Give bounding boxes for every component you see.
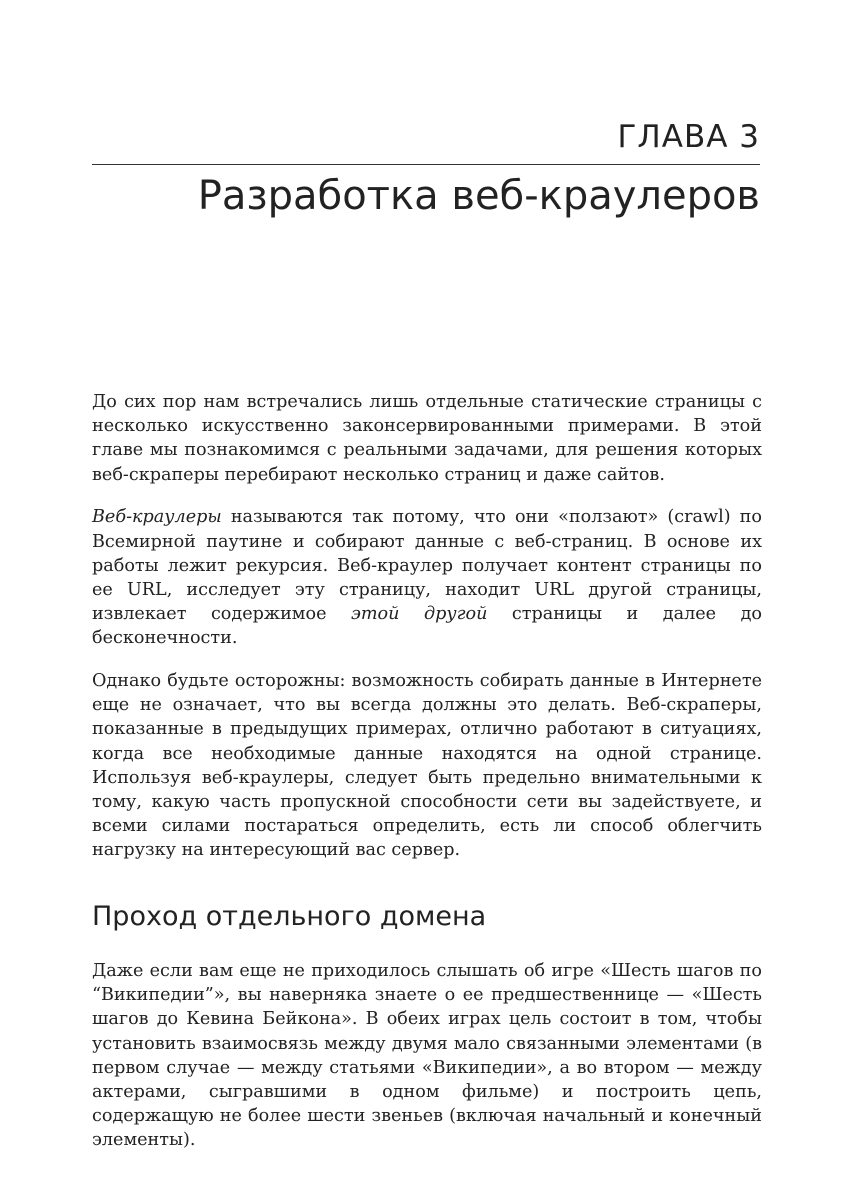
chapter-divider <box>92 164 760 165</box>
chapter-title: Разработка веб-краулеров <box>197 173 760 219</box>
caution-paragraph: Однако будьте осторожны: возможность собирать данные в Интернете еще не означает, что вы всегда должны это делать. Веб-скраперы, показанные в предыдущих примерах, отлично работают в ситуациях, когда все необходимые данные находятся на одной странице. Используя веб-краулеры, следует быть предельно внимательными к тому, какую часть пропускной способности сети вы задействуете, и всеми силами постараться определить, есть ли способ облегчить нагрузку на интересующий вас сервер. <box>92 671 762 861</box>
intro-paragraph: До сих пор нам встречались лишь отдельные статические страницы с несколько искусственно законсервированными примерами. В этой главе мы познакомимся с реальными задачами, для решения которых веб-скраперы перебирают несколько страниц и даже сайтов. <box>92 392 762 485</box>
paragraph-text: называются так потому, что они «ползают» (crawl) по Всемирной паутине и собирают данные с веб-страниц. В основе их работы лежит рекурсия. Веб-краулер получает контент страницы по ее URL, исследует эту страницу, находит URL другой страницы, извлекает содержимое <box>92 507 762 625</box>
emphasis-this-other: этой другой <box>351 604 488 625</box>
chapter-body <box>92 390 762 1171</box>
chapter-label: ГЛАВА 3 <box>617 119 760 155</box>
section-paragraph: Даже если вам еще не приходилось слышать об игре «Шесть шагов по “Википедии”», вы наверняка знаете о ее предшественнице — «Шесть шагов до Кевина Бейкона». В обеих играх цель состоит в том, чтобы установить взаимосвязь между двумя мало связанными элементами (в первом случае — между статьями «Википедии», а во втором — между актерами, сыгравшими в одном фильме) и построить цепь, содержащую не более шести звеньев (включая начальный и конечный элементы). <box>92 961 762 1151</box>
crawler-definition-paragraph <box>92 505 762 650</box>
section-heading: Проход отдельного домена <box>92 900 487 932</box>
term-web-crawlers: Веб-краулеры <box>92 507 222 528</box>
paragraph-text: страницы и далее до бесконечности. <box>92 604 763 649</box>
